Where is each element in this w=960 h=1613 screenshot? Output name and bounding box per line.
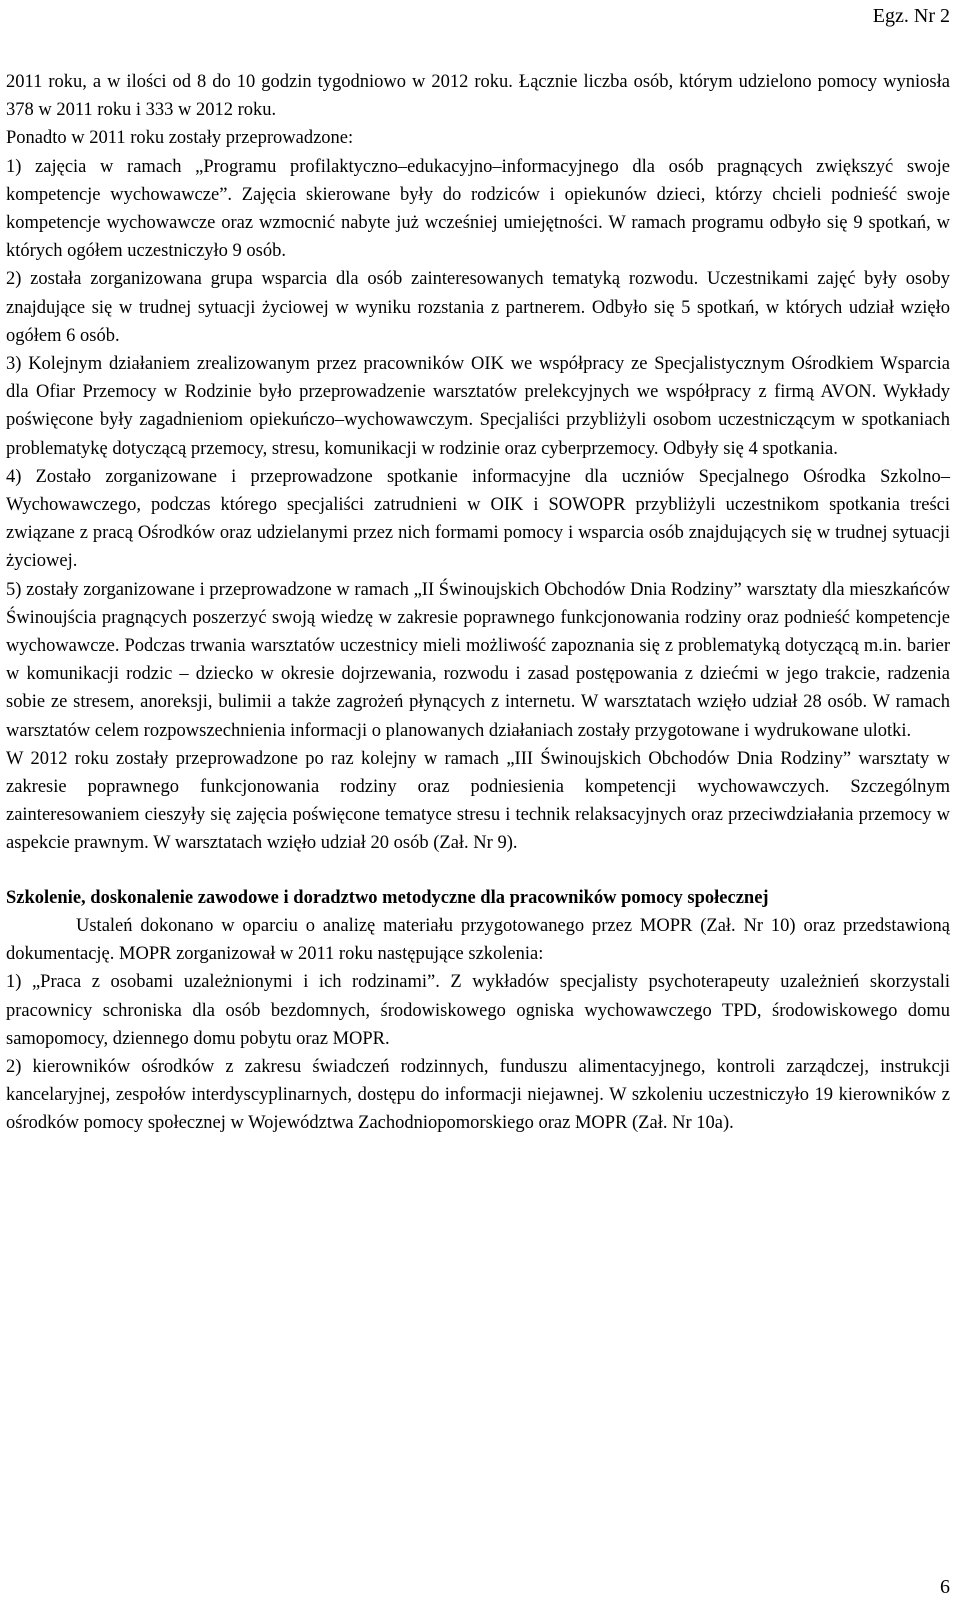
list-item-1-program: 1) zajęcia w ramach „Programu profilaktyczno–edukacyjno–informacyjnego dla osób pragnących zwiększyć swoje kompetencje wychowawcze”. Zajęcia skierowane były do rodziców i opiekunów dzieci, którzy chcieli podnieść swoje kompetencje wychowawcze oraz wzmocnić nabyte już wcześniej umiejętności. W ramach programu odbyło się 9 spotkań, w których ogółem uczestniczyło 9 osób.: [6, 156, 950, 262]
document-body: [6, 68, 950, 1138]
training-item-1: 1) „Praca z osobami uzależnionymi i ich rodzinami”. Z wykładów specjalisty psychoterapeuty uzależnień skorzystali pracownicy schroniska dla osób bezdomnych, środowiskowego ogniska wychowawczego TPD, środowiskowego domu samopomocy, dziennego domu pobytu oraz MOPR.: [6, 972, 950, 1049]
section-heading: Szkolenie, doskonalenie zawodowe i doradztwo metodyczne dla pracowników pomocy społecznej: [6, 887, 769, 908]
training-item-2: 2) kierowników ośrodków z zakresu świadczeń rodzinnych, funduszu alimentacyjnego, kontroli zarządczej, instrukcji kancelaryjnej, zespołów interdyscyplinarnych, dostępu do informacji niejawnej. W szkoleniu uczestniczyło 19 kierowników z ośrodków pomocy społecznej w Województwa Zachodniopomorskiego oraz MOPR (Zał. Nr 10a).: [6, 1056, 950, 1134]
copy-number-label: Egz. Nr 2: [872, 5, 950, 27]
paragraph-intro-2011: Ponadto w 2011 roku zostały przeprowadzone:: [6, 128, 354, 149]
list-item-3-workshops: 3) Kolejnym działaniem zrealizowanym przez pracowników OIK we współpracy ze Specjalistycznym Ośrodkiem Wsparcia dla Ofiar Przemocy w Rodzinie było przeprowadzenie warsztatów prelekcyjnych we współpracy z firmą AVON. Wykłady poświęcone były zagadnieniom opiekuńczo–wychowawczym. Specjaliści przybliżyli osobom uczestniczącym w spotkaniach problematykę dotyczącą przemocy, stresu, komunikacji w rodzinie oraz cyberprzemocy. Odbyły się 4 spotkania.: [6, 354, 950, 459]
list-item-5-family-day: 5) zostały zorganizowane i przeprowadzone w ramach „II Świnoujskich Obchodów Dnia Rodziny” warsztaty dla mieszkańców Świnoujścia pragnących poszerzyć swoją wiedzę w zakresie poprawnego funkcjonowania rodziny oraz podnieść kompetencje wychowawcze. Podczas trwania warsztatów uczestnicy mieli możliwość zapoznania się z problematyką dotyczącą m.in. barier w komunikacji rodzic – dziecko w okresie dojrzewania, rozwodu i zasad postępowania z dziećmi w jego trakcie, radzenia sobie ze stresem, anoreksji, bulimii a także zagrożeń płynących z internetu. W warsztatach wzięło udział 28 osób. W ramach warsztatów celem rozpowszechnienia informacji o planowanych działaniach zostały przygotowane i wydrukowane ulotki.: [6, 579, 950, 741]
list-item-4-info-meeting: 4) Zostało zorganizowane i przeprowadzone spotkanie informacyjne dla uczniów Specjalnego Ośrodka Szkolno–Wychowawczego, podczas którego specjaliści zatrudnieni w OIK i SOWOPR przybliżyli uczestnikom spotkania treści związane z pracą Ośrodków oraz udzielanymi przez nich formami pomocy i wsparcia osób znajdujących się w trudnej sytuacji życiowej.: [6, 466, 950, 572]
list-item-2-support-group: 2) została zorganizowana grupa wsparcia dla osób zainteresowanych tematyką rozwodu. Uczestnikami zajęć były osoby znajdujące się w trudnej sytuacji życiowej w wyniku rozstania z partnerem. Odbyło się 5 spotkań, w których udział wzięło ogółem 6 osób.: [6, 269, 950, 346]
page-number: 6: [940, 1576, 950, 1598]
section-intro: Ustaleń dokonano w oparciu o analizę materiału przygotowanego przez MOPR (Zał. Nr 10) oraz przedstawioną dokumentację. MOPR zorganizował w 2011 roku następujące szkolenia:: [6, 915, 950, 965]
paragraph-help-statistics: 2011 roku, a w ilości od 8 do 10 godzin tygodniowo w 2012 roku. Łącznie liczba osób, którym udzielono pomocy wyniosła 378 w 2011 roku i 333 w 2012 roku.: [6, 72, 950, 121]
paragraph-2012-workshops: W 2012 roku zostały przeprowadzone po raz kolejny w ramach „III Świnoujskich Obchodów Dnia Rodziny” warsztaty w zakresie poprawnego funkcjonowania rodziny oraz podniesienia kompetencji wychowawczych. Szczególnym zainteresowaniem cieszyły się zajęcia poświęcone tematyce stresu i technik relaksacyjnych oraz przeciwdziałania przemocy w aspekcie prawnym. W warsztatach wzięło udział 20 osób (Zał. Nr 9).: [6, 748, 950, 854]
